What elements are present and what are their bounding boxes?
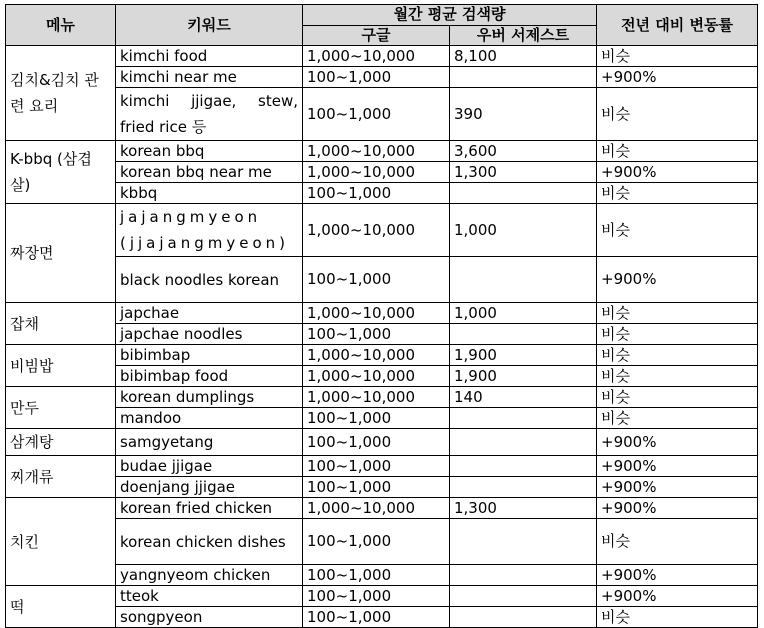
google-volume-cell: 100~1,000 xyxy=(303,565,450,586)
menu-category-cell: 찌개류 xyxy=(6,456,116,498)
menu-category-cell: 치킨 xyxy=(6,498,116,586)
keyword-cell: kimchi food xyxy=(116,46,303,67)
uber-suggest-cell xyxy=(450,183,597,204)
yoy-change-cell: 비슷 xyxy=(597,345,758,366)
uber-suggest-cell: 1,900 xyxy=(450,345,597,366)
menu-category-cell: K-bbq (삼겹살) xyxy=(6,141,116,204)
uber-suggest-cell xyxy=(450,456,597,477)
table-body xyxy=(6,46,758,628)
google-volume-cell: 1,000~10,000 xyxy=(303,366,450,387)
uber-suggest-cell: 390 xyxy=(450,88,597,141)
google-volume-cell: 1,000~10,000 xyxy=(303,46,450,67)
table-row xyxy=(6,141,758,162)
table-row xyxy=(6,498,758,519)
yoy-change-cell: 비슷 xyxy=(597,366,758,387)
search-volume-table-wrapper xyxy=(5,4,758,628)
menu-category-cell: 삼계탕 xyxy=(6,429,116,456)
table-row xyxy=(6,565,758,586)
menu-category-cell: 잡채 xyxy=(6,303,116,345)
yoy-change-cell: +900% xyxy=(597,429,758,456)
google-volume-cell: 100~1,000 xyxy=(303,519,450,565)
keyword-cell: yangnyeom chicken xyxy=(116,565,303,586)
keyword-cell: korean bbq near me xyxy=(116,162,303,183)
uber-suggest-cell xyxy=(450,429,597,456)
table-row xyxy=(6,366,758,387)
uber-suggest-cell: 1,300 xyxy=(450,162,597,183)
uber-suggest-cell xyxy=(450,477,597,498)
keyword-cell: japchae xyxy=(116,303,303,324)
google-volume-cell: 100~1,000 xyxy=(303,88,450,141)
google-volume-cell: 1,000~10,000 xyxy=(303,303,450,324)
keyword-cell: doenjang jjigae xyxy=(116,477,303,498)
yoy-change-cell: 비슷 xyxy=(597,387,758,408)
table-row xyxy=(6,477,758,498)
google-volume-cell: 1,000~10,000 xyxy=(303,387,450,408)
yoy-change-cell: +900% xyxy=(597,67,758,88)
yoy-change-cell: 비슷 xyxy=(597,88,758,141)
keyword-cell: songpyeon xyxy=(116,607,303,628)
uber-suggest-cell: 3,600 xyxy=(450,141,597,162)
google-volume-cell: 100~1,000 xyxy=(303,429,450,456)
table-header xyxy=(6,5,758,46)
keyword-cell: bibimbap xyxy=(116,345,303,366)
keyword-cell: tteok xyxy=(116,586,303,607)
yoy-change-cell: 비슷 xyxy=(597,408,758,429)
yoy-change-cell: +900% xyxy=(597,565,758,586)
uber-suggest-cell: 8,100 xyxy=(450,46,597,67)
google-volume-cell: 100~1,000 xyxy=(303,183,450,204)
google-volume-cell: 100~1,000 xyxy=(303,67,450,88)
table-row xyxy=(6,67,758,88)
uber-suggest-cell xyxy=(450,324,597,345)
keyword-cell: kbbq xyxy=(116,183,303,204)
header-keyword: 키워드 xyxy=(116,5,303,46)
table-row xyxy=(6,429,758,456)
uber-suggest-cell xyxy=(450,67,597,88)
table-row xyxy=(6,408,758,429)
uber-suggest-cell xyxy=(450,586,597,607)
yoy-change-cell: 비슷 xyxy=(597,141,758,162)
table-row xyxy=(6,183,758,204)
header-yoy-change: 전년 대비 변동률 xyxy=(597,5,758,46)
uber-suggest-cell xyxy=(450,257,597,303)
keyword-cell: korean dumplings xyxy=(116,387,303,408)
table-row xyxy=(6,607,758,628)
yoy-change-cell: 비슷 xyxy=(597,46,758,67)
uber-suggest-cell: 1,900 xyxy=(450,366,597,387)
search-volume-table xyxy=(5,4,758,628)
table-row xyxy=(6,345,758,366)
table-row xyxy=(6,46,758,67)
uber-suggest-cell: 1,300 xyxy=(450,498,597,519)
header-menu: 메뉴 xyxy=(6,5,116,46)
yoy-change-cell: 비슷 xyxy=(597,183,758,204)
yoy-change-cell: +900% xyxy=(597,477,758,498)
yoy-change-cell: 비슷 xyxy=(597,519,758,565)
header-google: 구글 xyxy=(303,25,450,46)
uber-suggest-cell: 1,000 xyxy=(450,204,597,257)
menu-category-cell: 만두 xyxy=(6,387,116,429)
yoy-change-cell: 비슷 xyxy=(597,324,758,345)
uber-suggest-cell xyxy=(450,607,597,628)
yoy-change-cell: 비슷 xyxy=(597,607,758,628)
uber-suggest-cell xyxy=(450,565,597,586)
table-row xyxy=(6,456,758,477)
google-volume-cell: 100~1,000 xyxy=(303,257,450,303)
yoy-change-cell: +900% xyxy=(597,498,758,519)
table-row xyxy=(6,303,758,324)
table-row xyxy=(6,324,758,345)
table-row xyxy=(6,519,758,565)
yoy-change-cell: +900% xyxy=(597,162,758,183)
table-row xyxy=(6,257,758,303)
keyword-cell: budae jjigae xyxy=(116,456,303,477)
yoy-change-cell: 비슷 xyxy=(597,303,758,324)
yoy-change-cell: +900% xyxy=(597,257,758,303)
menu-category-cell: 짜장면 xyxy=(6,204,116,303)
table-row xyxy=(6,162,758,183)
header-monthly-search: 월간 평균 검색량 xyxy=(303,5,597,26)
keyword-cell: japchae noodles xyxy=(116,324,303,345)
yoy-change-cell: +900% xyxy=(597,586,758,607)
keyword-cell: korean bbq xyxy=(116,141,303,162)
yoy-change-cell: +900% xyxy=(597,456,758,477)
uber-suggest-cell: 1,000 xyxy=(450,303,597,324)
table-row xyxy=(6,387,758,408)
keyword-cell: korean chicken dishes xyxy=(116,519,303,565)
google-volume-cell: 1,000~10,000 xyxy=(303,162,450,183)
google-volume-cell: 1,000~10,000 xyxy=(303,498,450,519)
google-volume-cell: 100~1,000 xyxy=(303,408,450,429)
yoy-change-cell: 비슷 xyxy=(597,204,758,257)
table-row xyxy=(6,586,758,607)
menu-category-cell: 떡 xyxy=(6,586,116,628)
keyword-cell: bibimbap food xyxy=(116,366,303,387)
menu-category-cell: 비빔밥 xyxy=(6,345,116,387)
google-volume-cell: 1,000~10,000 xyxy=(303,141,450,162)
header-uber-suggest: 우버 서제스트 xyxy=(450,25,597,46)
keyword-cell: korean fried chicken xyxy=(116,498,303,519)
google-volume-cell: 100~1,000 xyxy=(303,456,450,477)
google-volume-cell: 100~1,000 xyxy=(303,586,450,607)
menu-category-cell: 김치&김치 관련 요리 xyxy=(6,46,116,141)
uber-suggest-cell xyxy=(450,519,597,565)
keyword-cell: kimchi near me xyxy=(116,67,303,88)
google-volume-cell: 1,000~10,000 xyxy=(303,204,450,257)
uber-suggest-cell: 140 xyxy=(450,387,597,408)
keyword-cell: samgyetang xyxy=(116,429,303,456)
google-volume-cell: 100~1,000 xyxy=(303,607,450,628)
keyword-cell: jajangmyeon (jjajangmyeon) xyxy=(116,204,303,257)
keyword-cell: kimchi jjigae, stew, fried rice 등 xyxy=(116,88,303,141)
uber-suggest-cell xyxy=(450,408,597,429)
keyword-cell: mandoo xyxy=(116,408,303,429)
keyword-cell: black noodles korean xyxy=(116,257,303,303)
google-volume-cell: 100~1,000 xyxy=(303,324,450,345)
google-volume-cell: 100~1,000 xyxy=(303,477,450,498)
table-row xyxy=(6,88,758,141)
google-volume-cell: 1,000~10,000 xyxy=(303,345,450,366)
table-row xyxy=(6,204,758,257)
